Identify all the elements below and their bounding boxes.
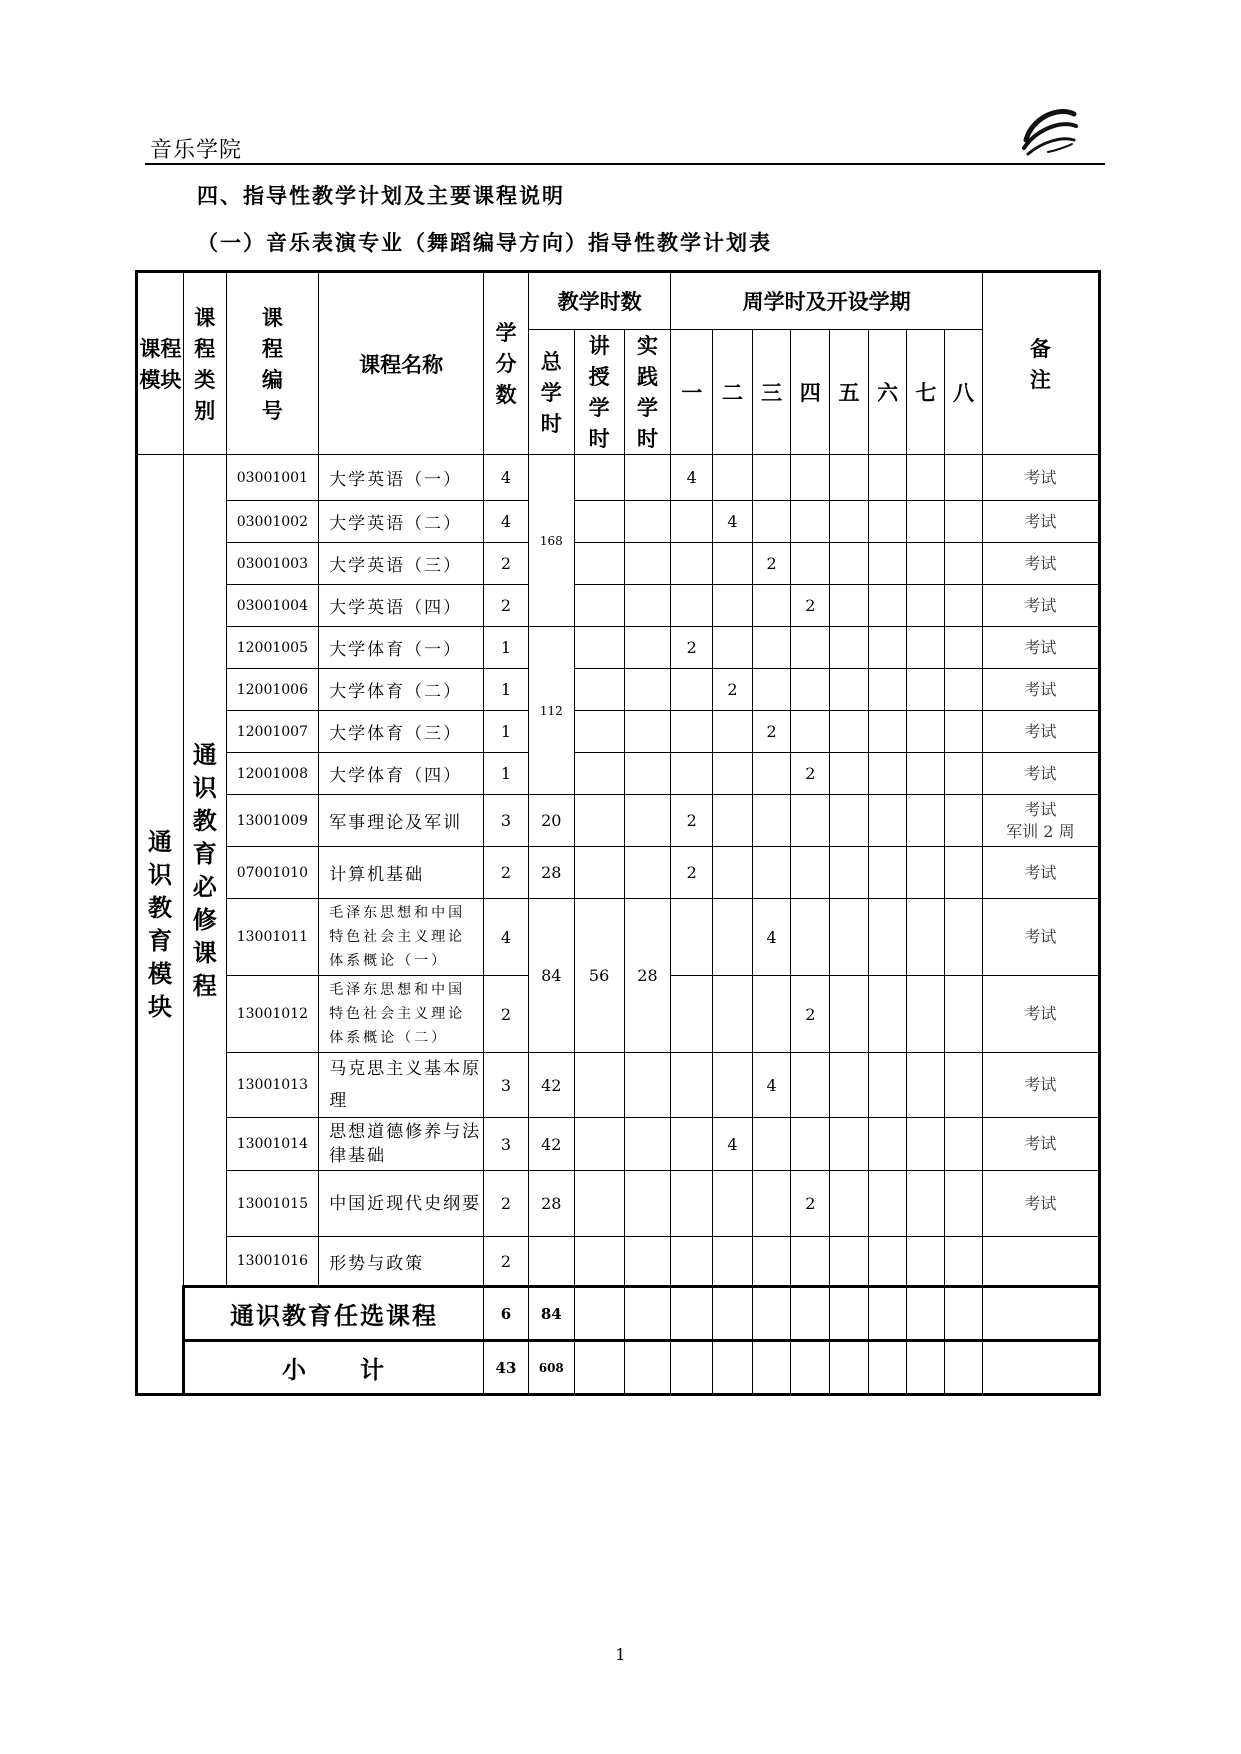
- header-semester-7: 七: [907, 330, 945, 455]
- weekly-hours-s1: 2: [671, 627, 713, 669]
- header-module: 课程模块: [137, 272, 184, 455]
- course-code: 12001006: [226, 669, 319, 711]
- mao-lecture-hours: 56: [574, 899, 624, 1053]
- header-total-hours: 总学时: [528, 330, 574, 455]
- subtotal-total-hours: 608: [528, 1341, 574, 1395]
- course-code: 03001004: [226, 585, 319, 627]
- weekly-hours-s2: 4: [713, 1118, 753, 1171]
- header-practice-hours: 实践学时: [624, 330, 671, 455]
- course-credits: 1: [484, 711, 529, 753]
- subtotal-label: 小 计: [183, 1341, 483, 1395]
- course-code: 03001003: [226, 543, 319, 585]
- course-note: 考试: [982, 1118, 1099, 1171]
- course-name: 大学英语（三）: [319, 543, 484, 585]
- course-name: 大学体育（三）: [319, 711, 484, 753]
- course-note: 考试: [982, 501, 1099, 543]
- course-credits: 2: [484, 976, 529, 1053]
- table-row: [137, 543, 1100, 585]
- course-note: 考试: [982, 1171, 1099, 1237]
- course-note: 考试: [982, 976, 1099, 1053]
- mao-practice-hours: 28: [624, 899, 671, 1053]
- course-credits: 4: [484, 899, 529, 976]
- course-credits: 3: [484, 1118, 529, 1171]
- course-note: 考试: [982, 899, 1099, 976]
- school-name: 音乐学院: [150, 138, 243, 163]
- course-credits: 2: [484, 585, 529, 627]
- course-code: 12001007: [226, 711, 319, 753]
- table-row: [137, 1171, 1100, 1237]
- teaching-plan-table: [135, 270, 1101, 1396]
- course-code: 13001011: [226, 899, 319, 976]
- header-semester-3: 三: [752, 330, 791, 455]
- weekly-hours-s4: 2: [791, 1171, 830, 1237]
- table-row: [137, 847, 1100, 899]
- header-course-name: 课程名称: [319, 272, 484, 455]
- elective-label: 通识教育任选课程: [183, 1287, 483, 1341]
- weekly-hours-s2: 2: [713, 669, 753, 711]
- course-code: 13001012: [226, 976, 319, 1053]
- table-row: [137, 627, 1100, 669]
- course-credits: 4: [484, 455, 529, 501]
- table-row: [137, 501, 1100, 543]
- course-code: 03001002: [226, 501, 319, 543]
- course-note: 考试: [982, 753, 1099, 795]
- header-divider: [145, 163, 1105, 165]
- weekly-hours-s3: 2: [752, 711, 791, 753]
- course-name: 计算机基础: [319, 847, 484, 899]
- course-code: 13001015: [226, 1171, 319, 1237]
- weekly-hours-s1: 2: [671, 847, 713, 899]
- header-semester-6: 六: [868, 330, 907, 455]
- course-code: 03001001: [226, 455, 319, 501]
- section-heading: 四、指导性教学计划及主要课程说明: [197, 183, 565, 208]
- course-note: 考试: [982, 585, 1099, 627]
- weekly-hours-s4: 2: [791, 753, 830, 795]
- elective-row: [137, 1287, 1100, 1341]
- category-cell: 通识教育必修课程: [183, 455, 226, 1287]
- module-cell: 通识教育模块: [137, 455, 184, 1395]
- course-credits: 3: [484, 1053, 529, 1118]
- header-teaching-hours: 教学时数: [528, 272, 671, 330]
- course-note-line-1: 考试: [1024, 799, 1057, 819]
- course-note: 考试: [982, 847, 1099, 899]
- header-semester-5: 五: [830, 330, 869, 455]
- table-row: [137, 1053, 1100, 1118]
- table-row: [137, 899, 1100, 976]
- course-note: 考试: [982, 669, 1099, 711]
- course-credits: 1: [484, 669, 529, 711]
- elective-total-hours: 84: [528, 1287, 574, 1341]
- header-credits: 学分数: [484, 272, 529, 455]
- weekly-hours-s1: 2: [671, 795, 713, 847]
- course-note: [982, 795, 1099, 847]
- table-row: [137, 753, 1100, 795]
- course-code: 13001014: [226, 1118, 319, 1171]
- course-note-line-2: 军训 2 周: [1006, 821, 1075, 841]
- weekly-hours-s4: 2: [791, 976, 830, 1053]
- weekly-hours-s1: 4: [671, 455, 713, 501]
- elective-credits: 6: [484, 1287, 529, 1341]
- course-credits: 2: [484, 1171, 529, 1237]
- course-name: 中国近现代史纲要: [319, 1171, 484, 1237]
- course-name: 大学英语（四）: [319, 585, 484, 627]
- course-note: [982, 1237, 1099, 1287]
- table-row: [137, 669, 1100, 711]
- course-credits: 1: [484, 627, 529, 669]
- course-code: 13001013: [226, 1053, 319, 1118]
- table-title: （一）音乐表演专业（舞蹈编导方向）指导性教学计划表: [197, 230, 772, 255]
- course-total-hours: 20: [528, 795, 574, 847]
- course-name: 毛泽东思想和中国特色社会主义理论体系概论（二）: [319, 976, 484, 1053]
- course-total-hours: 28: [528, 847, 574, 899]
- header-weekly-hours: 周学时及开设学期: [671, 272, 982, 330]
- header-code: 课程编号: [226, 272, 319, 455]
- weekly-hours-s3: 2: [752, 543, 791, 585]
- header-semester-2: 二: [713, 330, 753, 455]
- course-name: 大学英语（二）: [319, 501, 484, 543]
- course-credits: 2: [484, 543, 529, 585]
- header-category: 课程类别: [183, 272, 226, 455]
- course-note: 考试: [982, 1053, 1099, 1118]
- course-code: 13001009: [226, 795, 319, 847]
- course-name: 思想道德修养与法律基础: [319, 1118, 484, 1171]
- header-semester-8: 八: [945, 330, 983, 455]
- school-logo-icon: [1018, 100, 1080, 158]
- course-name: 大学体育（四）: [319, 753, 484, 795]
- course-total-hours: 42: [528, 1053, 574, 1118]
- table-row: [137, 795, 1100, 847]
- header-row-1: [137, 272, 1100, 330]
- header-remarks: 备注: [982, 272, 1099, 455]
- course-note: 考试: [982, 711, 1099, 753]
- course-note: 考试: [982, 627, 1099, 669]
- course-name: 大学英语（一）: [319, 455, 484, 501]
- course-credits: 2: [484, 1237, 529, 1287]
- course-total-hours: 42: [528, 1118, 574, 1171]
- weekly-hours-s3: 4: [752, 899, 791, 976]
- table-row: [137, 455, 1100, 501]
- course-credits: 1: [484, 753, 529, 795]
- course-code: 07001010: [226, 847, 319, 899]
- course-code: 13001016: [226, 1237, 319, 1287]
- table-row: [137, 1237, 1100, 1287]
- table-row: [137, 1118, 1100, 1171]
- course-credits: 4: [484, 501, 529, 543]
- subtotal-row: [137, 1341, 1100, 1395]
- header-semester-1: 一: [671, 330, 713, 455]
- weekly-hours-s2: 4: [713, 501, 753, 543]
- course-name: 形势与政策: [319, 1237, 484, 1287]
- course-note: 考试: [982, 543, 1099, 585]
- weekly-hours-s3: 4: [752, 1053, 791, 1118]
- course-name: 马克思主义基本原理: [319, 1053, 484, 1118]
- page-number: 1: [615, 1645, 626, 1664]
- course-note: 考试: [982, 455, 1099, 501]
- course-name: 军事理论及军训: [319, 795, 484, 847]
- mao-total-hours: 84: [528, 899, 574, 1053]
- course-total-hours: 28: [528, 1171, 574, 1237]
- table-row: [137, 711, 1100, 753]
- course-name: 毛泽东思想和中国特色社会主义理论体系概论（一）: [319, 899, 484, 976]
- subtotal-credits: 43: [484, 1341, 529, 1395]
- english-total-hours: 168: [528, 455, 574, 627]
- course-credits: 3: [484, 795, 529, 847]
- header-lecture-hours: 讲授学时: [574, 330, 624, 455]
- course-credits: 2: [484, 847, 529, 899]
- course-code: 12001008: [226, 753, 319, 795]
- weekly-hours-s4: 2: [791, 585, 830, 627]
- course-name: 大学体育（二）: [319, 669, 484, 711]
- header-semester-4: 四: [791, 330, 830, 455]
- course-code: 12001005: [226, 627, 319, 669]
- course-name: 大学体育（一）: [319, 627, 484, 669]
- table-row: [137, 585, 1100, 627]
- pe-total-hours: 112: [528, 627, 574, 795]
